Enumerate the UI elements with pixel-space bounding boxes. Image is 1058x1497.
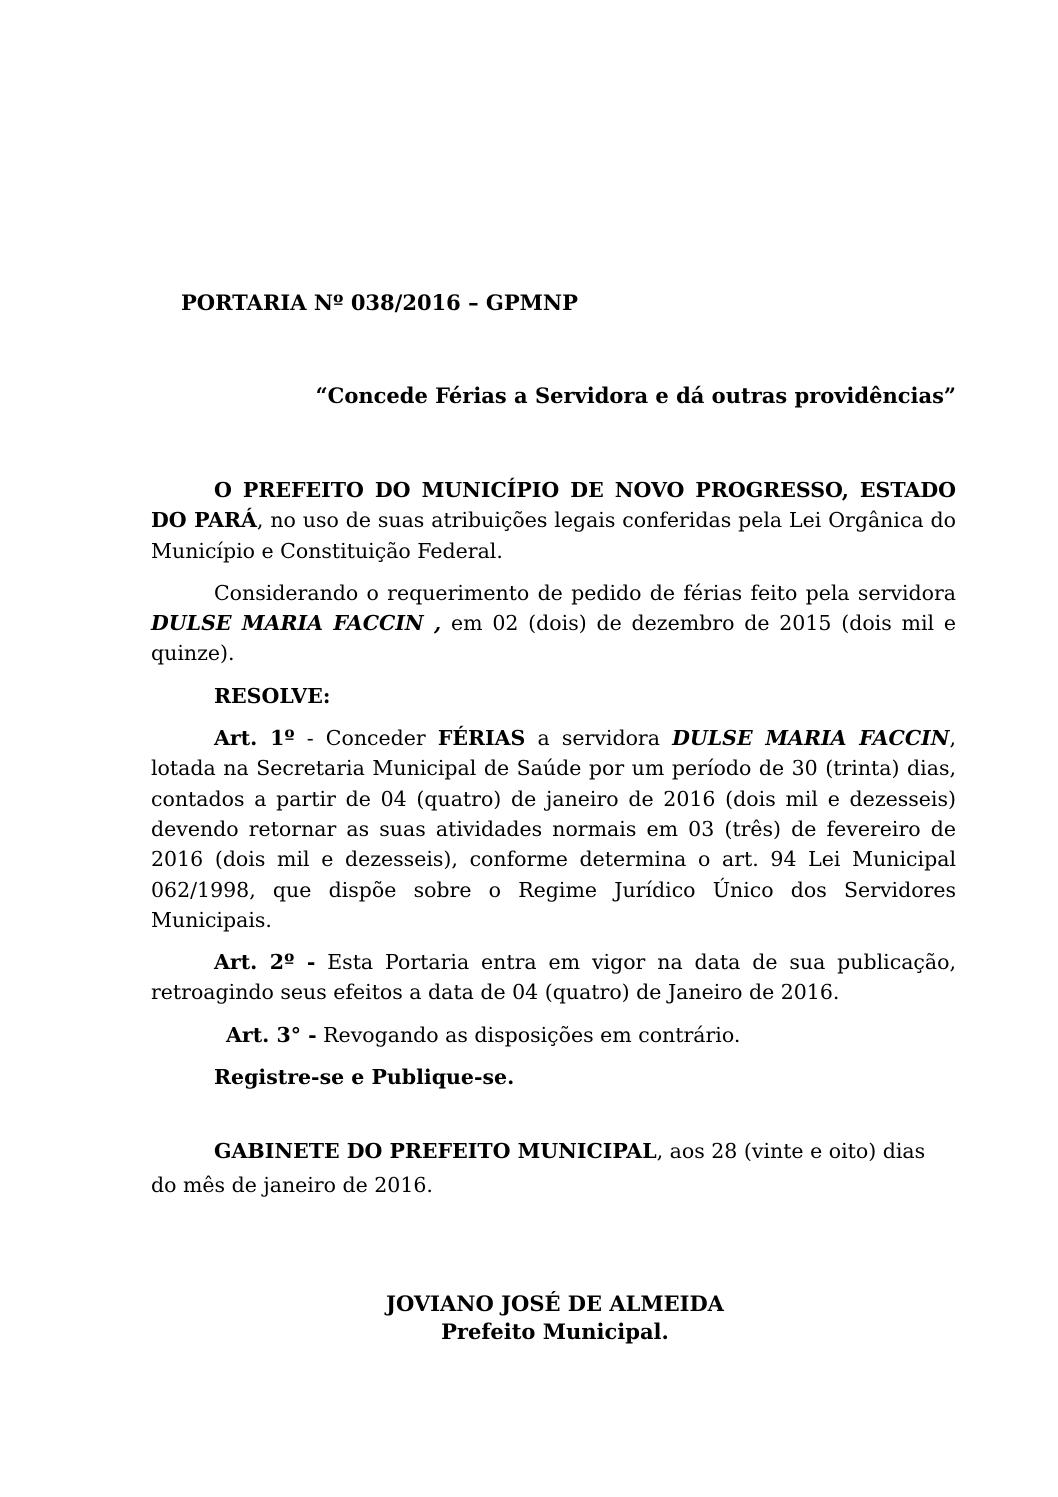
gabinete-paragraph	[151, 1134, 956, 1202]
art3-paragraph	[151, 1020, 956, 1050]
considerando-before: Considerando o requerimento de pedido de férias feito pela servidora	[214, 580, 956, 605]
art1-label: Art. 1º	[214, 726, 295, 751]
document-body	[151, 475, 956, 1214]
gabinete-label: GABINETE DO PREFEITO MUNICIPAL	[214, 1139, 657, 1164]
preamble-authority: O PREFEITO DO MUNICÍPIO DE NOVO PROGRESSO, ESTADO DO PARÁ	[151, 478, 956, 533]
art2-paragraph	[151, 947, 956, 1008]
art1-text-2: a servidora	[525, 726, 673, 751]
gabinete-text: , aos 28 (vinte e oito) dias do mês de janeiro de 2016.	[151, 1139, 926, 1198]
art1-text-3: , lotada na Secretaria Municipal de Saúde por um período de 30 (trinta) dias, contados a partir de 04 (quatro) de janeiro de 2016 (dois mil e dezesseis) devendo retornar as suas atividades normais em 03 (três) de fevereiro de 2016 (dois mil e dezesseis), conforme determina o art. 94 Lei Municipal 062/1998, que dispõe sobre o Regime Jurídico Único dos Servidores Municipais.	[151, 726, 956, 932]
art1-ferias: FÉRIAS	[437, 726, 526, 751]
registre-text: Registre-se e Publique-se.	[214, 1065, 515, 1090]
signature-block	[305, 1290, 805, 1346]
signature-name: JOVIANO JOSÉ DE ALMEIDA	[386, 1291, 724, 1316]
considerando-paragraph	[151, 578, 956, 669]
art2-label: Art. 2º -	[214, 950, 316, 975]
art1-text-1: - Conceder	[294, 726, 438, 751]
preamble-text: , no uso de suas atribuições legais conferidas pela Lei Orgânica do Município e Constituição Federal.	[151, 508, 956, 563]
art3-text: Revogando as disposições em contrário.	[316, 1022, 741, 1047]
art1-name: DULSE MARIA FACCIN	[672, 726, 950, 751]
signature-role: Prefeito Municipal.	[441, 1319, 669, 1344]
art3-label: Art. 3° -	[226, 1022, 317, 1047]
registre-paragraph	[151, 1062, 956, 1092]
art2-text: Esta Portaria entra em vigor na data de sua publicação, retroagindo seus efeitos a data de 04 (quatro) de Janeiro de 2016.	[151, 950, 956, 1005]
resolve-heading: RESOLVE:	[214, 683, 331, 708]
preamble-paragraph	[151, 475, 956, 566]
considerando-name: DULSE MARIA FACCIN ,	[151, 611, 442, 636]
document-title: PORTARIA Nº 038/2016 – GPMNP	[181, 290, 578, 315]
considerando-after: em 02 (dois) de dezembro de 2015 (dois mil e quinze).	[151, 611, 956, 666]
resolve-paragraph	[151, 681, 956, 711]
art1-paragraph	[151, 723, 956, 935]
document-ementa: “Concede Férias a Servidora e dá outras providências”	[315, 383, 956, 408]
